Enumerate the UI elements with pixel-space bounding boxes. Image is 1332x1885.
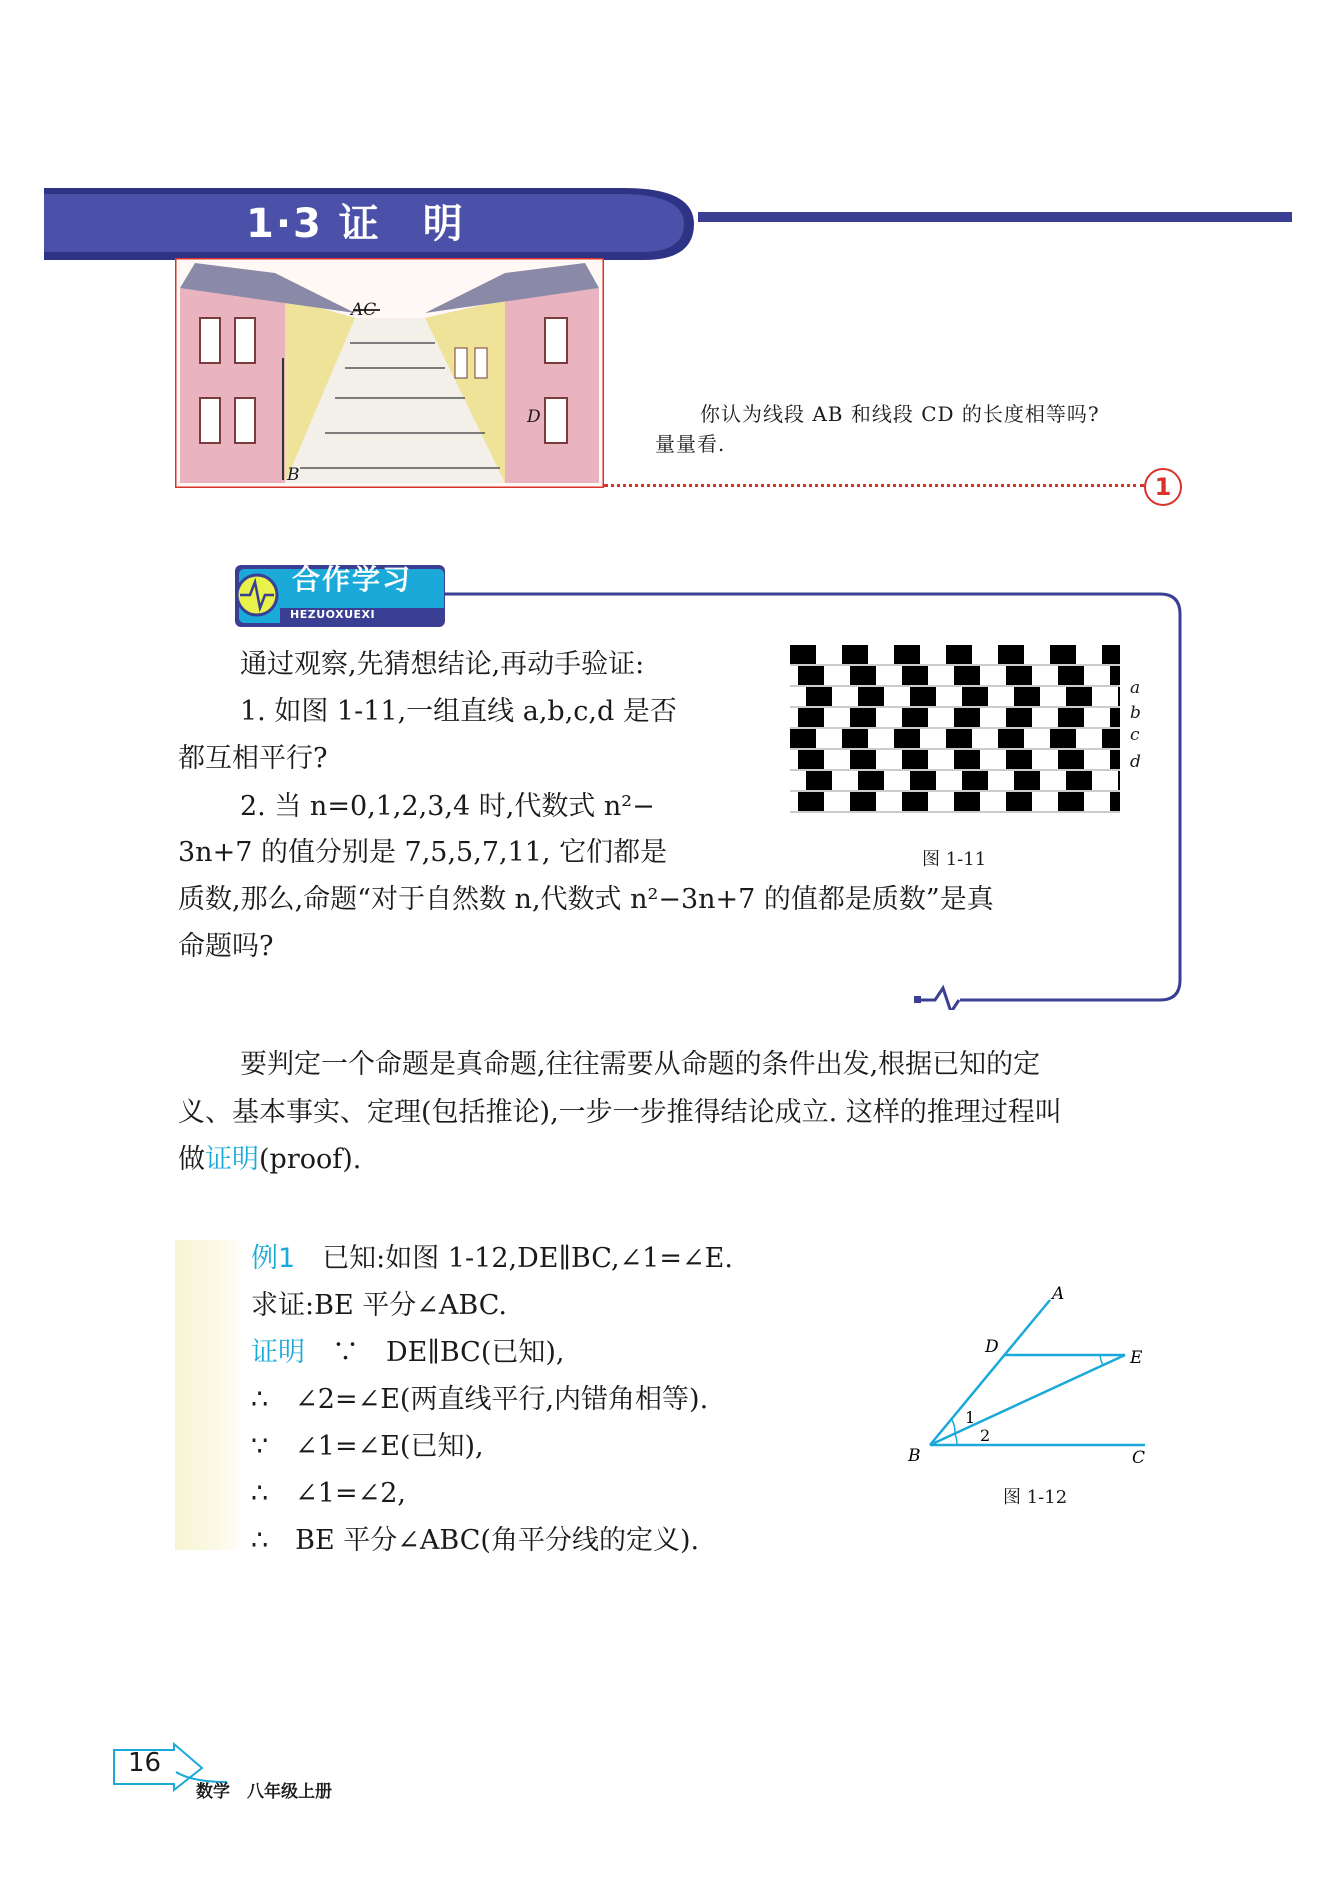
coop-line: 3n+7 的值分别是 7,5,5,7,11, 它们都是: [178, 837, 668, 868]
point-e: E: [1130, 1348, 1143, 1368]
coop-line: 通过观察,先猜想结论,再动手验证:: [240, 649, 645, 680]
point-a: A: [1052, 1285, 1065, 1304]
wall-label-c: c: [1130, 725, 1140, 745]
example-label: 例1: [251, 1243, 296, 1274]
angle-2: 2: [980, 1426, 991, 1445]
header-rule: [698, 212, 1292, 222]
street-illusion-image: [175, 258, 604, 488]
coop-line: 都互相平行?: [178, 743, 328, 774]
proof-step: ∴ ∠2=∠E(两直线平行,内错角相等).: [251, 1384, 709, 1415]
term-proof: 证明: [205, 1144, 259, 1175]
coop-line: 命题吗?: [178, 931, 274, 962]
dotted-rule: [604, 484, 1144, 487]
definition-line3: 做证明(proof).: [178, 1144, 362, 1175]
angle-1: 1: [965, 1408, 976, 1427]
wall-label-d: d: [1130, 752, 1141, 772]
label-d: D: [527, 407, 541, 427]
point-b: B: [908, 1446, 921, 1466]
proof-step: ∴ ∠1=∠2,: [251, 1478, 406, 1509]
example-side-bar: [175, 1240, 247, 1550]
section-marker-circle: 1: [1144, 468, 1182, 506]
example-given: 例1 已知:如图 1-12,DE∥BC,∠1=∠E.: [251, 1243, 733, 1274]
coop-line: 质数,那么,命题“对于自然数 n,代数式 n²−3n+7 的值都是质数”是真: [178, 884, 994, 915]
proof-label: 证明: [251, 1337, 305, 1368]
figure-question-line1: 你认为线段 AB 和线段 CD 的长度相等吗?: [700, 402, 1100, 426]
page-number: 16: [128, 1748, 162, 1778]
proof-step: 证明 ∵ DE∥BC(已知),: [251, 1337, 565, 1368]
example-prove: 求证:BE 平分∠ABC.: [251, 1290, 507, 1321]
figure-question-line2: 量量看.: [655, 432, 726, 456]
figure-caption-1-11: 图 1-11: [922, 849, 987, 870]
definition-line2: 义、基本事实、定理(包括推论),一步一步推得结论成立. 这样的推理过程叫: [178, 1097, 1062, 1128]
definition-line1: 要判定一个命题是真命题,往往需要从命题的条件出发,根据已知的定: [240, 1049, 1041, 1080]
point-d: D: [985, 1337, 999, 1357]
coop-subtitle: HEZUOXUEXI: [290, 608, 376, 621]
book-title: 数学 八年级上册: [196, 1782, 332, 1802]
geometry-figure-1-12: [900, 1285, 1160, 1470]
label-ac: AC: [351, 300, 377, 320]
proof-step: ∴ BE 平分∠ABC(角平分线的定义).: [251, 1525, 700, 1556]
label-b: B: [287, 465, 300, 485]
cafe-wall-illusion: [790, 645, 1120, 815]
section-title: 1·3 证 明: [246, 201, 465, 247]
wall-label-b: b: [1130, 703, 1141, 723]
coop-line: 1. 如图 1-11,一组直线 a,b,c,d 是否: [240, 696, 677, 727]
proof-step: ∵ ∠1=∠E(已知),: [251, 1431, 484, 1462]
point-c: C: [1132, 1448, 1146, 1468]
wall-label-a: a: [1130, 678, 1141, 698]
coop-title: 合作学习: [292, 563, 413, 596]
figure-caption-1-12: 图 1-12: [1003, 1487, 1068, 1508]
coop-line: 2. 当 n=0,1,2,3,4 时,代数式 n²−: [240, 791, 655, 822]
